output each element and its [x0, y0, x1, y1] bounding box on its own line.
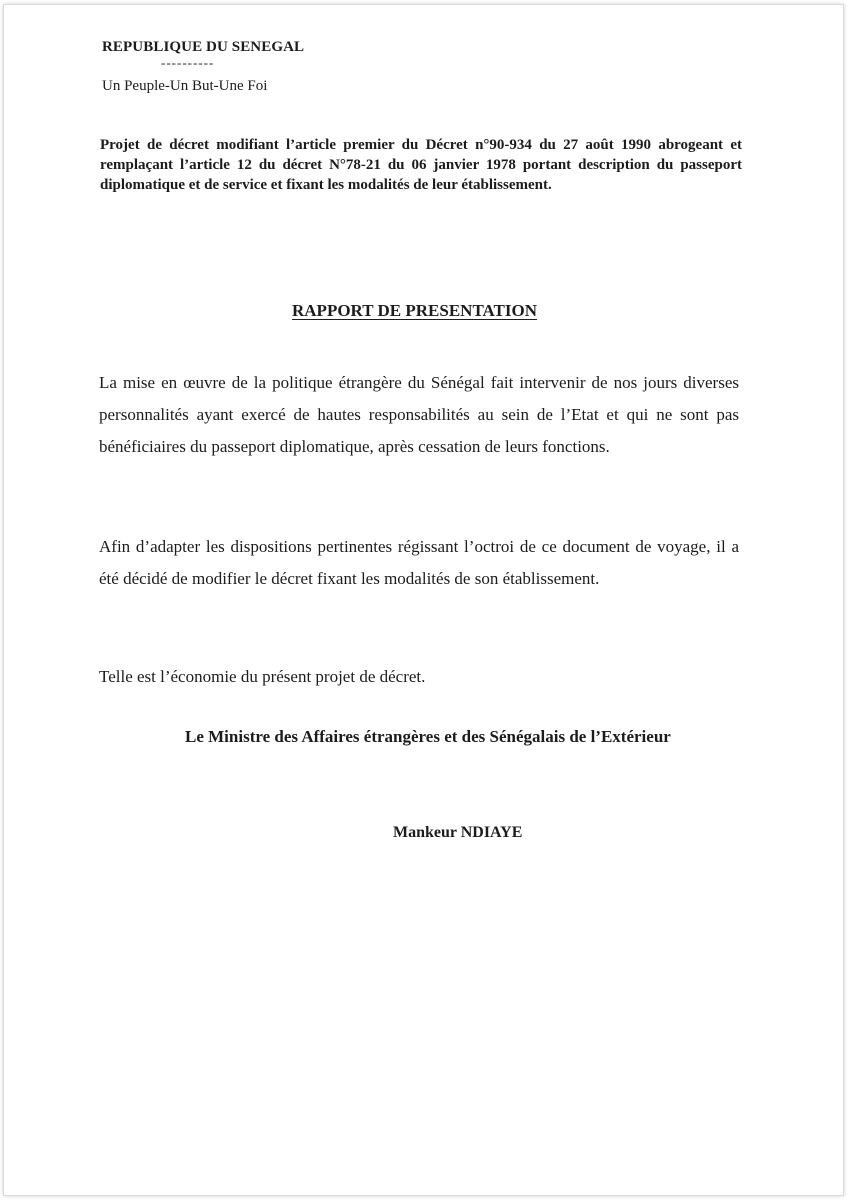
document-page [3, 4, 844, 1196]
paragraph-1: La mise en œuvre de la politique étrangère du Sénégal fait intervenir de nos jours diverses personnalités ayant exercé de hautes responsabilités au sein de l’Etat et qui ne sont pas bénéficiaires du passeport diplomatique, après cessation de leurs fonctions. [99, 373, 739, 456]
paragraph-3: Telle est l’économie du présent projet de décret. [99, 667, 426, 686]
paragraph-2: Afin d’adapter les dispositions pertinentes régissant l’octroi de ce document de voyage, il a été décidé de modifier le décret fixant les modalités de son établissement. [99, 537, 739, 588]
signatory-name: Mankeur NDIAYE [393, 824, 523, 841]
country-header: REPUBLIQUE DU SENEGAL [102, 39, 305, 55]
decree-title: Projet de décret modifiant l’article premier du Décret n°90-934 du 27 août 1990 abrogeant et remplaçant l’article 12 du décret N°78-21 du 06 janvier 1978 portant description du passeport diplomatique et de service et fixant les modalités de leur établissement. [100, 137, 742, 193]
national-motto: Un Peuple-Un But-Une Foi [102, 78, 268, 94]
header-separator: ---------- [161, 55, 215, 70]
report-title: RAPPORT DE PRESENTATION [292, 301, 537, 320]
signatory-title: Le Ministre des Affaires étrangères et des Sénégalais de l’Extérieur [185, 727, 671, 746]
